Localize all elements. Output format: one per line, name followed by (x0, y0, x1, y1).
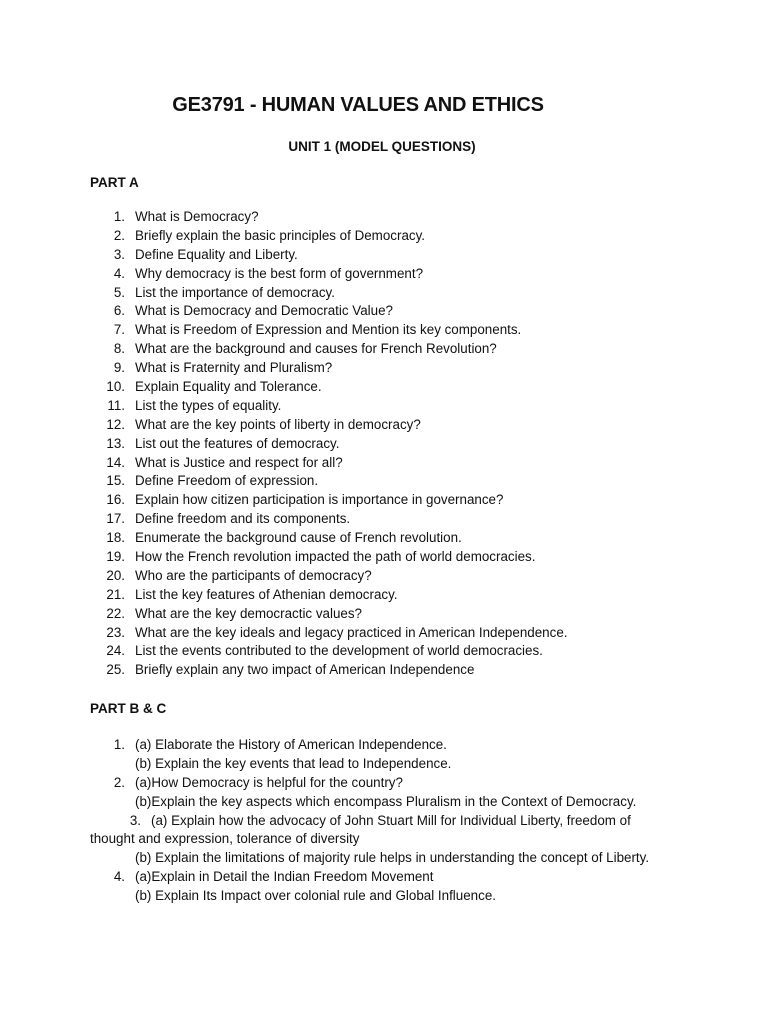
question-text: (a)How Democracy is helpful for the country? (135, 774, 403, 790)
question-number: 24. (106, 643, 125, 659)
question-text: Briefly explain the basic principles of Democracy. (135, 227, 426, 243)
question-text: Who are the participants of democracy? (135, 567, 372, 583)
question-number: 18. (106, 530, 125, 546)
question-text: (b)Explain the key aspects which encompass Pluralism in the Context of Democracy. (135, 793, 637, 809)
part-bc-line (0, 793, 768, 812)
question-number: 11. (107, 397, 125, 413)
question-number: 17. (106, 511, 125, 527)
question-text: What is Fraternity and Pluralism? (135, 360, 333, 376)
question-text: What are the key points of liberty in democracy? (135, 416, 421, 432)
question-number: 12. (106, 416, 125, 432)
question-number: 20. (106, 567, 125, 583)
part-bc-line (0, 755, 768, 774)
question-item (0, 321, 768, 340)
question-text: Explain Equality and Tolerance. (135, 379, 322, 395)
part-a-question-list (0, 208, 768, 680)
question-number: 1. (113, 209, 125, 224)
question-text: (b) Explain Its Impact over colonial rule and Global Influence. (135, 888, 496, 904)
question-text: Explain how citizen participation is importance in governance? (135, 492, 504, 508)
question-item (0, 454, 768, 473)
question-item (0, 265, 768, 284)
question-text: List the importance of democracy. (135, 284, 335, 300)
question-number: 19. (106, 549, 125, 565)
question-number: 16. (106, 492, 125, 508)
question-number: 9. (113, 360, 125, 376)
question-number: 8. (113, 341, 125, 357)
question-number: 22. (106, 605, 125, 621)
question-text: thought and expression, tolerance of diversity (90, 831, 360, 847)
question-item (0, 208, 768, 227)
question-item (0, 284, 768, 303)
question-item (0, 416, 768, 435)
question-text: Define Freedom of expression. (135, 473, 319, 489)
part-bc-line (0, 887, 768, 906)
question-text: List the key features of Athenian democracy. (135, 586, 398, 602)
document-subtitle: UNIT 1 (MODEL QUESTIONS) (288, 139, 476, 154)
question-text: What are the key democractic values? (135, 605, 363, 621)
question-text: List the types of equality. (135, 397, 282, 413)
question-text: List the events contributed to the development of world democracies. (135, 643, 543, 659)
question-item (0, 302, 768, 321)
question-number: 4. (113, 265, 125, 281)
question-number: 5. (113, 284, 125, 300)
question-text: What is Justice and respect for all? (135, 454, 343, 470)
document-title: GE3791 - HUMAN VALUES AND ETHICS (172, 94, 544, 116)
question-text: What is Democracy and Democratic Value? (135, 303, 393, 319)
question-item (0, 548, 768, 567)
question-item (0, 227, 768, 246)
question-number: 2. (113, 227, 125, 243)
question-number: 25. (106, 662, 125, 678)
question-text: Enumerate the background cause of French revolution. (135, 530, 462, 546)
question-item (0, 378, 768, 397)
part-bc-question-list (0, 736, 768, 906)
question-item (0, 661, 768, 680)
question-text: What are the key ideals and legacy practiced in American Independence. (135, 624, 568, 640)
part-bc-heading: PART B & C (90, 701, 167, 716)
question-item (0, 529, 768, 548)
question-number: 15. (106, 473, 125, 489)
question-text: (a)Explain in Detail the Indian Freedom Movement (135, 869, 434, 885)
question-number: 4. (113, 869, 125, 885)
question-text: How the French revolution impacted the path of world democracies. (135, 549, 536, 565)
question-item (0, 435, 768, 454)
question-text: Why democracy is the best form of government? (135, 265, 424, 281)
question-text: What are the background and causes for French Revolution? (135, 341, 497, 357)
part-a-heading: PART A (90, 175, 139, 190)
question-number: 7. (113, 322, 125, 338)
question-item (0, 491, 768, 510)
part-bc-line (0, 736, 768, 755)
question-number: 1. (113, 737, 125, 752)
question-number: 13. (106, 435, 125, 451)
part-bc-line (0, 868, 768, 887)
question-item (0, 567, 768, 586)
question-number: 6. (113, 303, 125, 319)
question-item (0, 340, 768, 359)
part-bc-line (0, 774, 768, 793)
question-text: Define freedom and its components. (135, 511, 351, 527)
part-bc-line (0, 812, 768, 831)
question-item (0, 397, 768, 416)
question-item (0, 359, 768, 378)
question-item (0, 605, 768, 624)
question-item (0, 642, 768, 661)
question-text: (b) Explain the key events that lead to Independence. (135, 755, 452, 771)
question-item (0, 586, 768, 605)
question-text: What is Democracy? (135, 209, 259, 224)
question-text: (b) Explain the limitations of majority rule helps in understanding the concept of Liberty. (135, 850, 650, 866)
question-text: List out the features of democracy. (135, 435, 340, 451)
question-number: 3. (129, 812, 141, 828)
question-text: (a) Elaborate the History of American Independence. (135, 737, 447, 752)
question-item (0, 624, 768, 643)
question-number: 3. (113, 246, 125, 262)
question-item (0, 510, 768, 529)
question-number: 14. (106, 454, 125, 470)
question-number: 23. (106, 624, 125, 640)
question-number: 10. (106, 379, 125, 395)
question-item (0, 246, 768, 265)
question-item (0, 472, 768, 491)
question-text: What is Freedom of Expression and Mention its key components. (135, 322, 522, 338)
question-text: Briefly explain any two impact of American Independence (135, 662, 475, 678)
part-bc-line (0, 849, 768, 868)
question-text: (a) Explain how the advocacy of John Stuart Mill for Individual Liberty, freedom of (151, 812, 631, 828)
question-text: Define Equality and Liberty. (135, 246, 298, 262)
part-bc-line (0, 830, 768, 849)
question-number: 2. (113, 774, 125, 790)
question-number: 21. (106, 586, 125, 602)
